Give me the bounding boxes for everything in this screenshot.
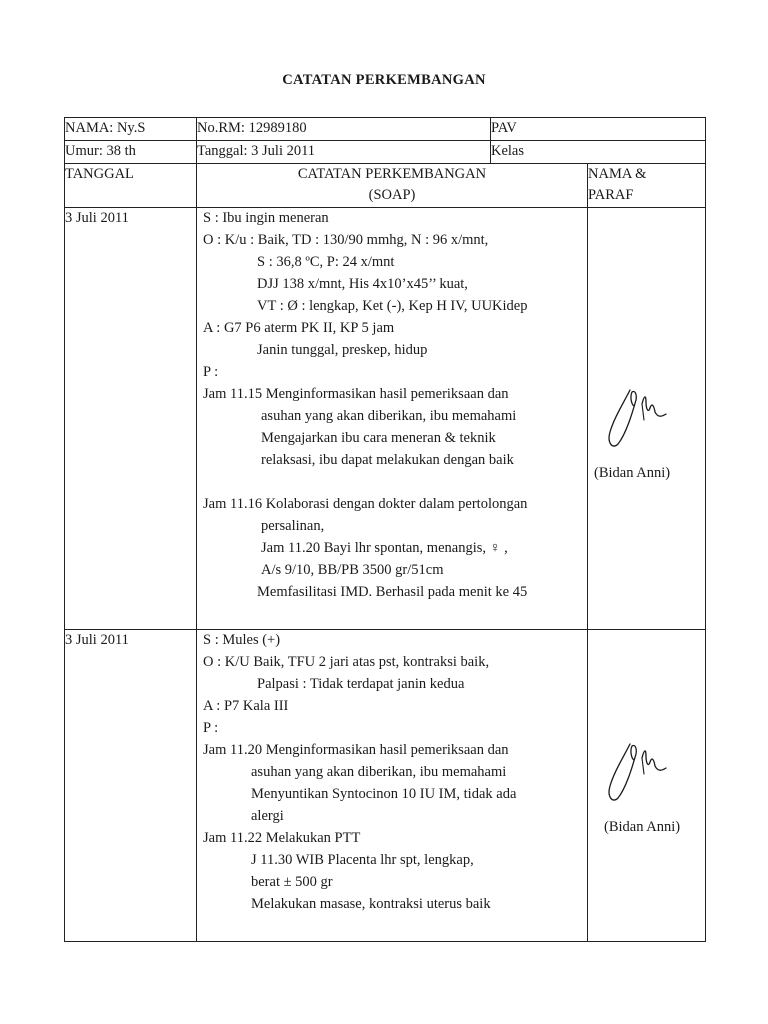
entry-date: 3 Juli 2011 [65,630,197,942]
signature-mark [602,738,682,810]
soap-line: A : G7 P6 aterm PK II, KP 5 jam [203,320,395,336]
column-header-signature-line2: PARAF [588,187,634,203]
column-header-signature [588,164,706,208]
column-header-signature-line1: NAMA & [588,166,647,182]
entry-row [65,630,706,942]
soap-line: A/s 9/10, BB/PB 3500 gr/51cm [261,562,444,578]
entry-date: 3 Juli 2011 [65,208,197,630]
soap-line: O : K/U Baik, TFU 2 jari atas pst, kontraksi baik, [203,654,490,670]
soap-line: Melakukan masase, kontraksi uterus baik [251,896,491,912]
entry-signature-cell [588,630,706,942]
soap-line: Mengajarkan ibu cara meneran & teknik [261,430,496,446]
soap-line: Janin tunggal, preskep, hidup [257,342,428,358]
column-header-notes-line2: (SOAP) [368,187,416,203]
page-title: CATATAN PERKEMBANGAN [282,72,486,88]
class-label: Kelas [491,141,706,164]
ward-label: PAV [491,118,706,141]
signer-name: (Bidan Anni) [604,819,681,835]
soap-line: P : [203,364,219,380]
soap-line: DJJ 138 x/mnt, His 4x10’x45’’ kuat, [257,276,468,292]
soap-line: asuhan yang akan diberikan, ibu memahami [261,408,517,424]
soap-line: S : Ibu ingin meneran [203,210,329,226]
entry-soap-notes [197,208,588,630]
header-row-details [65,141,706,164]
patient-name: NAMA: Ny.S [65,118,197,141]
entry-signature-cell [588,208,706,630]
soap-line: persalinan, [261,518,325,534]
soap-line: Jam 11.16 Kolaborasi dengan dokter dalam pertolongan [203,496,528,512]
signer-name: (Bidan Anni) [594,465,671,481]
record-date: Tanggal: 3 Juli 2011 [197,141,491,164]
soap-line: Jam 11.20 Bayi lhr spontan, menangis, ♀ , [261,540,508,556]
entry-row [65,208,706,630]
progress-notes-table [64,117,706,942]
soap-line: VT : Ø : lengkap, Ket (-), Kep H IV, UUKidep [257,298,528,314]
column-header-notes [197,164,588,208]
soap-line: Jam 11.15 Menginformasikan hasil pemeriksaan dan [203,386,509,402]
soap-line: S : Mules (+) [203,632,281,648]
signature-mark [602,384,682,456]
patient-age: Umur: 38 th [65,141,197,164]
soap-line: Palpasi : Tidak terdapat janin kedua [257,676,465,692]
column-header-date: TANGGAL [65,164,197,208]
soap-line: P : [203,720,219,736]
soap-line: Jam 11.20 Menginformasikan hasil pemeriksaan dan [203,742,509,758]
column-header-row [65,164,706,208]
entry-soap-notes [197,630,588,942]
soap-line: J 11.30 WIB Placenta lhr spt, lengkap, [251,852,474,868]
soap-line: berat ± 500 gr [251,874,333,890]
column-header-notes-line1: CATATAN PERKEMBANGAN [297,166,487,182]
header-row-identity [65,118,706,141]
soap-line: Memfasilitasi IMD. Berhasil pada menit ke 45 [257,584,528,600]
medical-record-number: No.RM: 12989180 [197,118,491,141]
soap-line: O : K/u : Baik, TD : 130/90 mmhg, N : 96 x/mnt, [203,232,489,248]
soap-line: Menyuntikan Syntocinon 10 IU IM, tidak ada [251,786,517,802]
soap-line: A : P7 Kala III [203,698,289,714]
soap-line: S : 36,8 ºC, P: 24 x/mnt [257,254,395,270]
soap-line: Jam 11.22 Melakukan PTT [203,830,361,846]
soap-line: asuhan yang akan diberikan, ibu memahami [251,764,507,780]
soap-line: relaksasi, ibu dapat melakukan dengan baik [261,452,514,468]
soap-line: alergi [251,808,284,824]
